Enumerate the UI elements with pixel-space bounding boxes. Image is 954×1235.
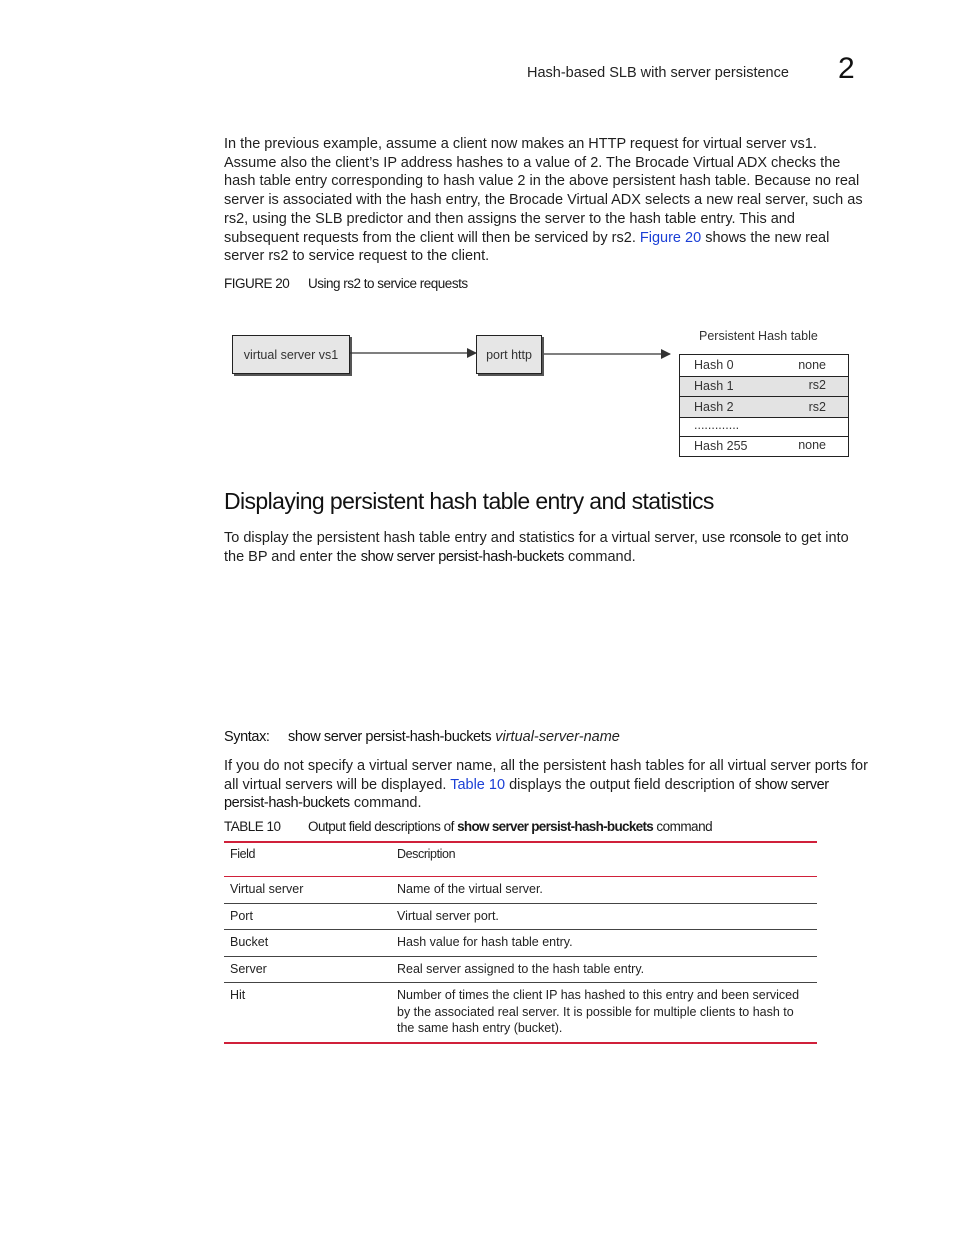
table-row [224,930,817,957]
hash-table-title: Persistent Hash table [699,329,818,343]
section-text-b: to get into the BP and enter the [224,530,849,565]
hash-row [680,438,848,457]
hash-ellipsis: ............. [694,418,740,432]
section-text-a: To display the persistent hash table entry and statistics for a virtual server, use [224,530,726,546]
virtual-server-label: virtual server vs1 [243,347,339,362]
section-paragraph [224,529,870,566]
table-row [224,877,817,904]
intro-tail: shows the new real server rs2 to service request to the client. [224,229,830,265]
hash-row [680,358,848,376]
syntax-line [224,729,620,745]
intro-text: In the previous example, assume a client now makes an HTTP request for virtual server vs1. Assume also the client’s IP address hashes to a value of 2. The Brocade Virtual ADX checks the hash table entry corresponding to hash value 2 in the above persistent hash table. Because no real server is associated with the hash entry, the Brocade Virtual ADX selects a new real server, such as rs2, using the SLB predictor and then assigns the server to the hash table entry. This and subsequent requests from the client will then be serviced by rs2. [224,136,863,246]
table-caption-a: Output field descriptions of [308,819,454,834]
hash-row [680,396,848,418]
description-cell: Real server assigned to the hash table entry. [397,961,645,976]
figure-label: FIGURE 20 [224,276,290,291]
figure-20-link[interactable]: Figure 20 [639,229,702,246]
description-cell: Number of times the client IP has hashed to this entry and been serviced by the associated real server. It is possible for multiple clients to hash to the same hash entry (bucket). [397,988,800,1035]
table-caption-command: show server persist-hash-buckets [457,819,654,834]
hash-value: none [798,358,826,372]
syntax-command: show server persist-hash-buckets [288,729,492,745]
output-text-a: If you do not specify a virtual server name, all the persistent hash tables for all virtual server ports for all virtual servers will be displayed. [224,758,868,793]
persistent-hash-table [679,354,849,457]
section-text-c: command. [568,548,636,565]
hash-key: Hash 2 [694,400,734,414]
description-cell: Name of the virtual server. [397,882,543,896]
output-command: show server persist-hash-buckets [224,776,829,812]
table-row [224,983,817,1043]
field-description-table [224,841,817,1044]
hash-value: rs2 [808,400,826,414]
chapter-number: 2 [838,52,855,85]
table-label: TABLE 10 [224,819,281,834]
section-heading: Displaying persistent hash table entry and statistics [224,488,714,514]
header-description: Description [397,847,456,861]
show-command: show server persist-hash-buckets [360,548,564,565]
syntax-argument: virtual-server-name [495,729,620,745]
field-cell: Port [230,908,253,923]
description-cell: Virtual server port. [397,908,499,923]
port-http-label: port http [486,347,532,362]
table-10-link[interactable]: Table 10 [450,776,506,793]
field-cell: Bucket [230,935,269,949]
field-cell: Server [230,961,267,976]
hash-key: Hash 0 [694,358,734,372]
output-paragraph [224,757,870,813]
hash-value: rs2 [808,378,826,392]
field-cell: Hit [230,988,246,1002]
table-row [224,956,817,983]
running-header: Hash-based SLB with server persistence [527,65,789,81]
figure-caption-text: Using rs2 to service requests [308,276,468,291]
output-text-b: displays the output field description of [509,776,751,793]
hash-key: Hash 1 [694,379,734,393]
output-text-c: command. [353,795,422,812]
hash-row [680,417,848,437]
table-caption [224,819,712,834]
syntax-label: Syntax: [224,729,270,745]
hash-value: none [798,438,826,452]
header-field: Field [230,847,256,861]
field-cell: Virtual server [230,882,304,896]
description-cell: Hash value for hash table entry. [397,935,573,949]
hash-key: Hash 255 [694,439,748,453]
table-header-row [224,842,817,877]
table-row [224,903,817,930]
table-caption-b: command [656,819,713,834]
rconsole-command: rconsole [729,530,781,546]
hash-row [680,376,848,397]
